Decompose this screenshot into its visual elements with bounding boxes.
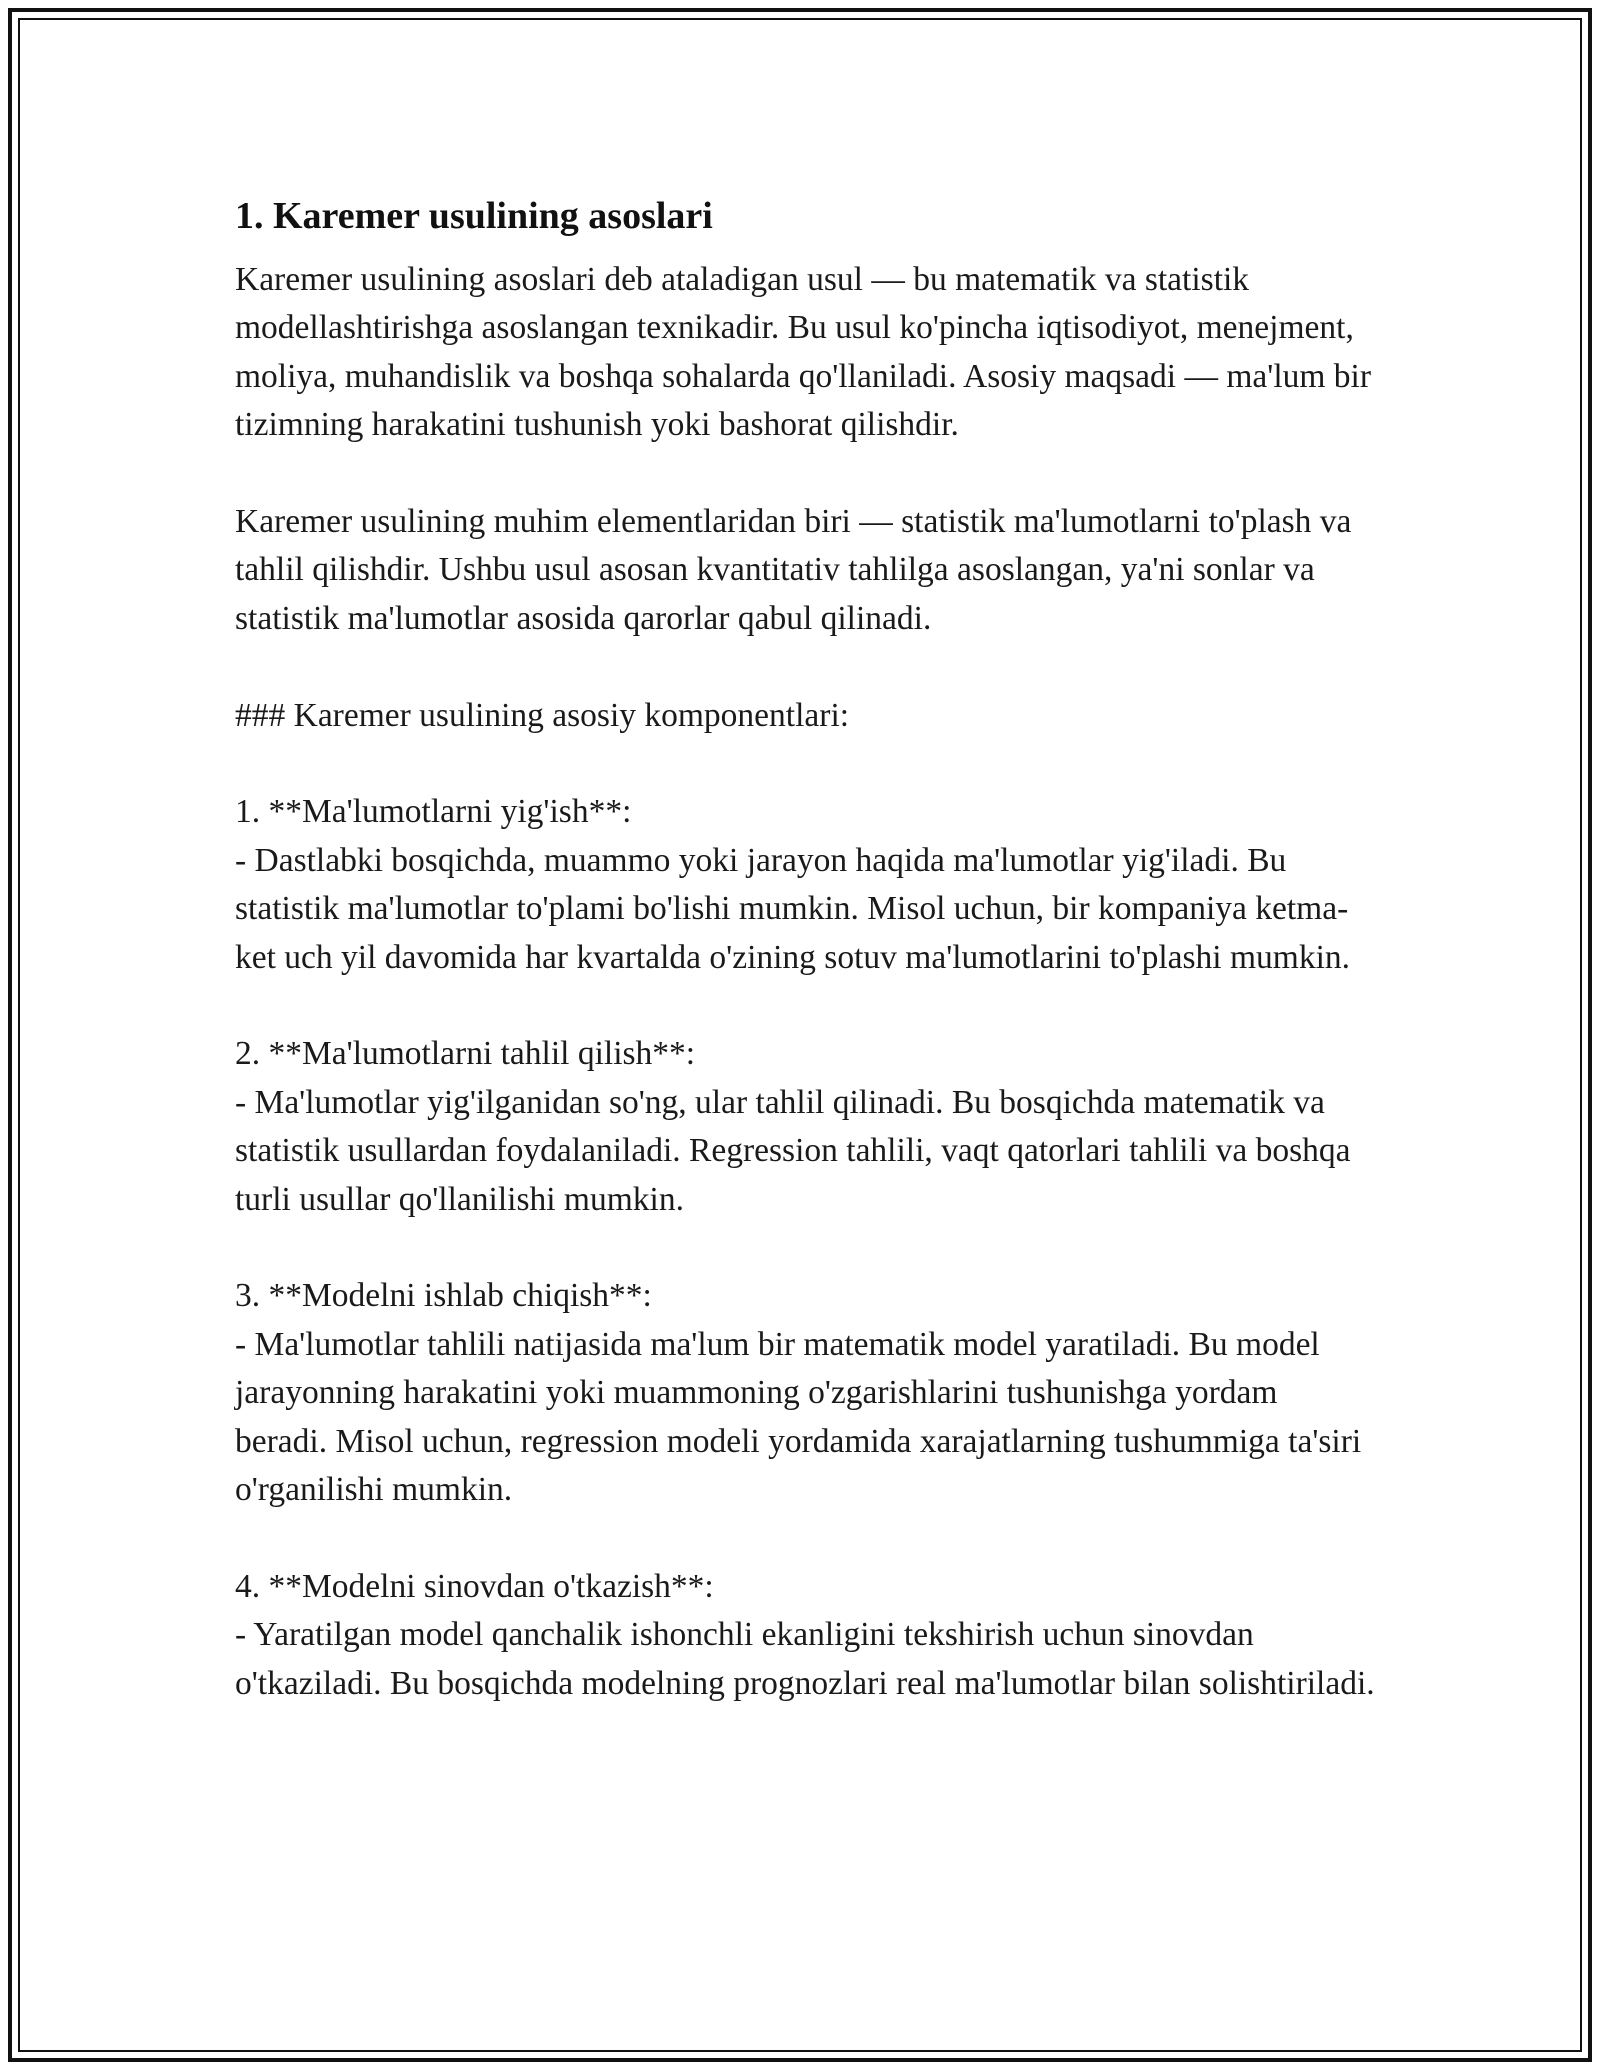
list-item-model-development: 3. **Modelni ishlab chiqish**: - Ma'lumotlar tahlili natijasida ma'lum bir matematik model yaratiladi. Bu model jarayonning harakatini yoki muammoning o'zgarishlarini tushunishga yordam beradi. Misol uchun, regression modeli yordamida xarajatlarning tushummiga ta'siri o'rganilishi mumkin. <box>235 1277 1362 1509</box>
document-page <box>235 180 1375 1708</box>
list-item-data-analysis: 2. **Ma'lumotlarni tahlil qilish**: - Ma'lumotlar yig'ilganidan so'ng, ular tahlil qilinadi. Bu bosqichda matematik va statistik usullardan foydalaniladi. Regression tahlili, vaqt qatorlari tahlili va boshqa turli usullar qo'llanilishi mumkin. <box>235 1035 1351 1218</box>
subheading-components: ### Karemer usulining asosiy komponentlari: <box>235 696 850 734</box>
list-item-model-testing: 4. **Modelni sinovdan o'tkazish**: - Yaratilgan model qanchalik ishonchli ekanligini tekshirish uchun sinovdan o'tkaziladi. Bu bosqichda modelning prognozlari real ma'lumotlar bilan solishtiriladi. <box>235 1567 1375 1702</box>
list-item-data-collection: 1. **Ma'lumotlarni yig'ish**: - Dastlabki bosqichda, muammo yoki jarayon haqida ma'lumotlar yig'iladi. Bu statistik ma'lumotlar to'plami bo'lishi mumkin. Misol uchun, bir kompaniya ketma-ket uch yil davomida har kvartalda o'zining sotuv ma'lumotlarini to'plashi mumkin. <box>235 793 1351 976</box>
paragraph-elements: Karemer usulining muhim elementlaridan biri — statistik ma'lumotlarni to'plash va tahlil qilishdir. Ushbu usul asosan kvantitativ tahlilga asoslangan, ya'ni sonlar va statistik ma'lumotlar asosida qarorlar qabul qilinadi. <box>235 503 1352 637</box>
paragraph-intro: Karemer usulining asoslari deb ataladigan usul — bu matematik va statistik modellashtirishga asoslangan texnikadir. Bu usul ko'pincha iqtisodiyot, menejment, moliya, muhandislik va boshqa sohalarda qo'llaniladi. Asosiy maqsadi — ma'lum bir tizimning harakatini tushunish yoki bashorat qilishdir. <box>235 261 1372 444</box>
section-heading: 1. Karemer usulining asoslari <box>235 195 713 237</box>
